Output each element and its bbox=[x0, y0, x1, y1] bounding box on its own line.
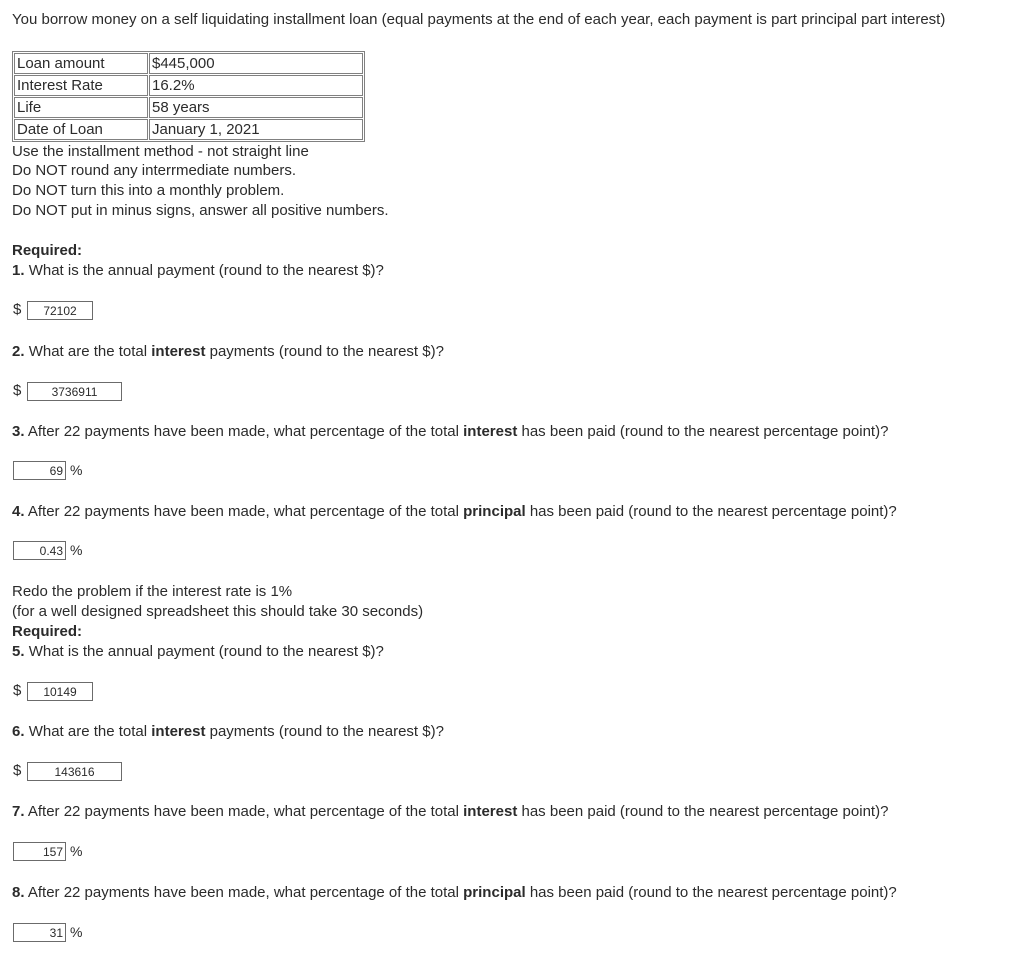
answer-1-input[interactable]: 72102 bbox=[27, 301, 93, 320]
question-text-bold: interest bbox=[463, 803, 518, 820]
question-text-post: payments (round to the nearest $)? bbox=[205, 343, 444, 360]
interest-rate-value: 16.2% bbox=[149, 75, 363, 96]
question-8 bbox=[12, 883, 897, 902]
answer-5-input[interactable]: 10149 bbox=[27, 682, 93, 701]
question-4 bbox=[12, 502, 897, 521]
question-number: 3. bbox=[12, 423, 25, 440]
question-6 bbox=[12, 722, 444, 741]
note-no-minus: Do NOT put in minus signs, answer all positive numbers. bbox=[12, 202, 389, 219]
dollar-sign: $ bbox=[13, 682, 22, 699]
question-text-pre: After 22 payments have been made, what percentage of the total bbox=[27, 423, 464, 440]
answer-7-input[interactable]: 157 bbox=[13, 842, 66, 861]
answer-4-input[interactable]: 0.43 bbox=[13, 541, 66, 560]
question-text-pre: After 22 payments have been made, what percentage of the total bbox=[27, 803, 464, 820]
question-number: 5. bbox=[12, 643, 25, 660]
life-label: Life bbox=[14, 97, 148, 118]
question-text-bold: interest bbox=[463, 423, 518, 440]
question-1 bbox=[12, 261, 384, 280]
answer-3-input[interactable]: 69 bbox=[13, 461, 66, 480]
note-no-rounding: Do NOT round any interrmediate numbers. bbox=[12, 162, 297, 179]
question-text-bold: interest bbox=[151, 343, 206, 360]
question-text-bold: interest bbox=[151, 723, 206, 740]
percent-sign: % bbox=[70, 924, 83, 940]
question-number: 8. bbox=[12, 884, 25, 901]
percent-sign: % bbox=[70, 462, 83, 478]
question-text: What is the annual payment (round to the nearest $)? bbox=[28, 262, 384, 279]
question-2 bbox=[12, 342, 444, 361]
problem-intro: You borrow money on a self liquidating installment loan (equal payments at the end of each year, each payment is part principal part interest) bbox=[12, 11, 946, 28]
question-text-bold: principal bbox=[463, 884, 526, 901]
question-text-post: has been paid (round to the nearest percentage point)? bbox=[525, 884, 897, 901]
answer-8-input[interactable]: 31 bbox=[13, 923, 66, 942]
question-text-pre: What are the total bbox=[28, 723, 152, 740]
note-no-monthly: Do NOT turn this into a monthly problem. bbox=[12, 182, 285, 199]
dollar-sign: $ bbox=[13, 762, 22, 779]
question-text-bold: principal bbox=[463, 503, 526, 520]
required-heading: Required: bbox=[12, 242, 83, 259]
question-text-pre: What are the total bbox=[28, 343, 152, 360]
question-number: 1. bbox=[12, 262, 25, 279]
interest-rate-label: Interest Rate bbox=[14, 75, 148, 96]
table-row bbox=[14, 97, 363, 118]
question-7 bbox=[12, 802, 888, 821]
table-row bbox=[14, 119, 363, 140]
loan-amount-label: Loan amount bbox=[14, 53, 148, 74]
life-value: 58 years bbox=[149, 97, 363, 118]
note-installment-method: Use the installment method - not straight line bbox=[12, 143, 309, 160]
percent-sign: % bbox=[70, 843, 83, 859]
loan-terms-table bbox=[12, 51, 365, 142]
question-number: 4. bbox=[12, 503, 25, 520]
question-text-post: has been paid (round to the nearest percentage point)? bbox=[517, 803, 889, 820]
question-3 bbox=[12, 422, 888, 441]
question-number: 7. bbox=[12, 803, 25, 820]
redo-note: (for a well designed spreadsheet this should take 30 seconds) bbox=[12, 603, 424, 620]
answer-2-input[interactable]: 3736911 bbox=[27, 382, 122, 401]
question-text: What is the annual payment (round to the nearest $)? bbox=[28, 643, 384, 660]
question-5 bbox=[12, 642, 384, 661]
date-of-loan-label: Date of Loan bbox=[14, 119, 148, 140]
table-row bbox=[14, 53, 363, 74]
loan-amount-value: $445,000 bbox=[149, 53, 363, 74]
question-text-post: has been paid (round to the nearest percentage point)? bbox=[517, 423, 889, 440]
date-of-loan-value: January 1, 2021 bbox=[149, 119, 363, 140]
redo-instruction: Redo the problem if the interest rate is 1% bbox=[12, 583, 293, 600]
question-number: 2. bbox=[12, 343, 25, 360]
required-heading: Required: bbox=[12, 623, 83, 640]
question-text-pre: After 22 payments have been made, what percentage of the total bbox=[27, 884, 464, 901]
question-text-post: has been paid (round to the nearest percentage point)? bbox=[525, 503, 897, 520]
answer-6-input[interactable]: 143616 bbox=[27, 762, 122, 781]
question-text-post: payments (round to the nearest $)? bbox=[205, 723, 444, 740]
dollar-sign: $ bbox=[13, 301, 22, 318]
percent-sign: % bbox=[70, 542, 83, 558]
question-text-pre: After 22 payments have been made, what percentage of the total bbox=[27, 503, 464, 520]
dollar-sign: $ bbox=[13, 382, 22, 399]
table-row bbox=[14, 75, 363, 96]
question-number: 6. bbox=[12, 723, 25, 740]
